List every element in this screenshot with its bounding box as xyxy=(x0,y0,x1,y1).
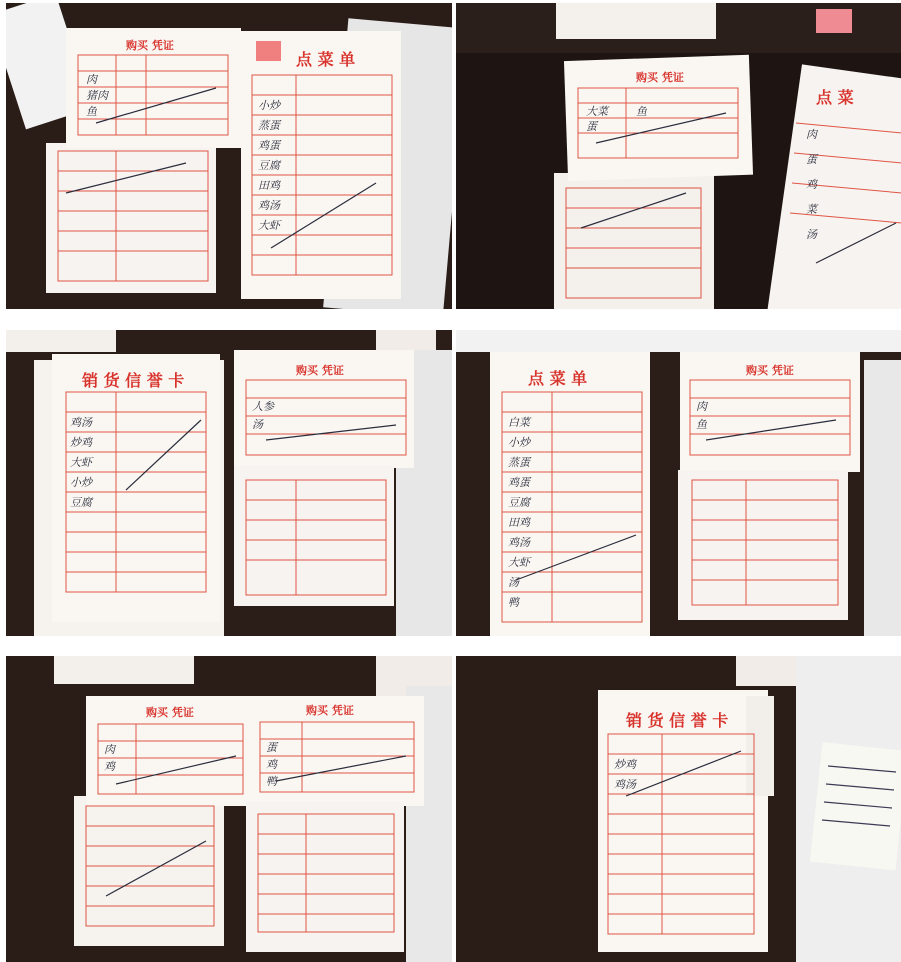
handwriting: 鸡 xyxy=(104,760,115,773)
handwriting: 猪肉 xyxy=(86,89,108,102)
handwriting: 豆腐 xyxy=(258,159,280,172)
handwriting: 鸡汤 xyxy=(508,536,530,549)
handwriting: 小炒 xyxy=(508,436,530,449)
handwriting: 炒鸡 xyxy=(614,758,636,771)
handwriting: 豆腐 xyxy=(70,496,92,509)
handwriting: 鸡 xyxy=(806,178,817,191)
purchase-sheet xyxy=(234,350,414,606)
handwriting: 蛋 xyxy=(586,120,597,133)
handwriting: 鸡蛋 xyxy=(258,139,280,152)
handwriting: 人参 xyxy=(252,400,274,413)
handwriting: 大虾 xyxy=(258,219,280,232)
credit-card-sheet xyxy=(34,354,224,636)
handwriting: 鱼 xyxy=(696,418,707,431)
handwriting: 豆腐 xyxy=(508,496,530,509)
photo-panel-3 xyxy=(6,330,452,636)
handwriting: 蛋 xyxy=(806,153,817,166)
handwriting: 白菜 xyxy=(508,416,530,429)
handwriting: 菜 xyxy=(806,203,817,216)
sticky-note xyxy=(810,742,901,870)
handwriting: 鸡汤 xyxy=(614,778,636,791)
handwriting: 大菜 xyxy=(586,105,608,118)
form-title: 购买 凭证 xyxy=(296,364,344,377)
form-title: 销 货 信 誉 卡 xyxy=(626,711,729,730)
photo-panel-1 xyxy=(6,3,452,309)
form-title: 购买 凭证 xyxy=(126,39,174,52)
handwriting: 蛋 xyxy=(266,741,277,754)
handwriting: 肉 xyxy=(696,400,707,413)
form-title: 点 菜 xyxy=(816,88,854,107)
handwriting: 大虾 xyxy=(70,456,92,469)
handwriting: 肉 xyxy=(806,128,817,141)
handwriting: 鸡 xyxy=(266,758,277,771)
handwriting: 田鸡 xyxy=(258,179,280,192)
handwriting: 鸡汤 xyxy=(258,199,280,212)
handwriting: 小炒 xyxy=(258,99,280,112)
form-title: 点 菜 单 xyxy=(528,369,588,388)
receipt-stack-left xyxy=(46,28,241,293)
handwriting: 蒸蛋 xyxy=(508,456,530,469)
handwriting: 汤 xyxy=(806,228,817,241)
handwriting: 鸡蛋 xyxy=(508,476,530,489)
handwriting: 汤 xyxy=(252,418,263,431)
handwriting: 汤 xyxy=(508,576,519,589)
photo-panel-4 xyxy=(456,330,901,636)
handwriting: 蒸蛋 xyxy=(258,119,280,132)
handwriting: 小炒 xyxy=(70,476,92,489)
form-title: 销 货 信 誉 卡 xyxy=(82,371,185,390)
photo-panel-2 xyxy=(456,3,901,309)
form-title: 点 菜 单 xyxy=(296,50,356,69)
handwriting: 肉 xyxy=(104,743,115,756)
handwriting: 鸭 xyxy=(266,775,277,788)
photo-panel-6 xyxy=(456,656,901,962)
handwriting: 鱼 xyxy=(86,105,97,118)
photo-panel-5 xyxy=(6,656,452,962)
handwriting: 鸡汤 xyxy=(70,416,92,429)
handwriting: 田鸡 xyxy=(508,516,530,529)
form-title: 购买 凭证 xyxy=(306,704,354,717)
handwriting: 炒鸡 xyxy=(70,436,92,449)
handwriting: 肉 xyxy=(86,73,97,86)
handwriting: 鸭 xyxy=(508,596,519,609)
form-title: 购买 凭证 xyxy=(746,364,794,377)
handwriting: 鱼 xyxy=(636,105,647,118)
form-title: 购买 凭证 xyxy=(146,706,194,719)
handwriting: 大虾 xyxy=(508,556,530,569)
form-title: 购买 凭证 xyxy=(636,71,684,84)
menu-sheet-left xyxy=(490,352,650,636)
